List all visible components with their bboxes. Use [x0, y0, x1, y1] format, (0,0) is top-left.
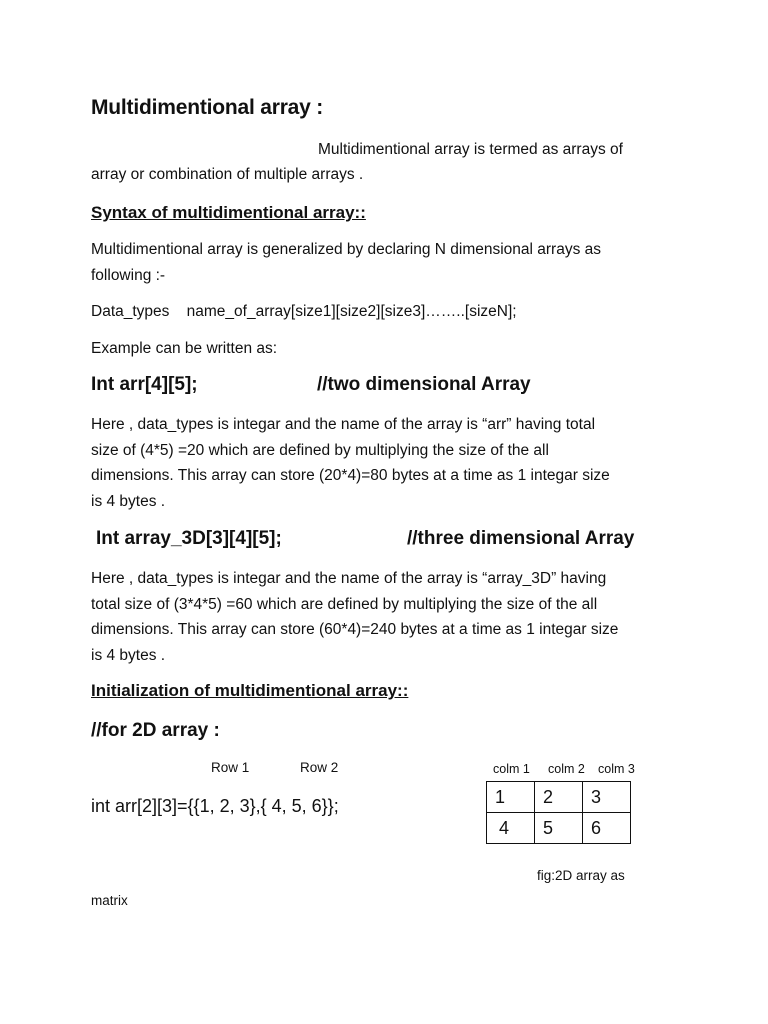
- example-2d-code: Int arr[4][5];: [91, 374, 198, 395]
- column-label-2: colm 2: [548, 762, 585, 776]
- matrix-cell: 6: [583, 813, 631, 844]
- column-label-3: colm 3: [598, 762, 635, 776]
- example-3d-line-2: total size of (3*4*5) =60 which are defined by multiplying the size of the all: [91, 596, 598, 613]
- row-label-1: Row 1: [211, 760, 250, 775]
- init-code: int arr[2][3]={{1, 2, 3},{ 4, 5, 6}};: [91, 796, 339, 816]
- example-3d-line-1: Here , data_types is integar and the name of the array is “array_3D” having: [91, 570, 607, 587]
- syntax-heading: Syntax of multidimentional array::: [91, 203, 366, 222]
- column-label-1: colm 1: [493, 762, 530, 776]
- matrix-cell: 1: [487, 782, 535, 813]
- matrix-cell: 2: [535, 782, 583, 813]
- matrix-table: [486, 781, 631, 844]
- syntax-text-line-2: following :-: [91, 267, 166, 284]
- syntax-text-line-1: Multidimentional array is generalized by declaring N dimensional arrays as: [91, 241, 602, 258]
- for-2d-heading: //for 2D array :: [91, 720, 220, 741]
- matrix-cell: 3: [583, 782, 631, 813]
- initialization-heading: Initialization of multidimentional array::: [91, 681, 409, 700]
- row-label-2: Row 2: [300, 760, 339, 775]
- example-2d-line-1: Here , data_types is integar and the name of the array is “arr” having total: [91, 416, 596, 433]
- intro-line-2: array or combination of multiple arrays .: [91, 166, 364, 183]
- matrix-cell: 4: [487, 813, 535, 844]
- example-2d-line-4: is 4 bytes .: [91, 493, 166, 510]
- figure-caption-line-1: fig:2D array as: [537, 868, 625, 883]
- example-2d-line-2: size of (4*5) =20 which are defined by multiplying the size of the all: [91, 442, 549, 459]
- example-3d-line-3: dimensions. This array can store (60*4)=240 bytes at a time as 1 integar size: [91, 621, 619, 638]
- matrix-cell: 5: [535, 813, 583, 844]
- figure-caption-line-2: matrix: [91, 893, 128, 908]
- syntax-declaration: Data_types name_of_array[size1][size2][size3]……..[sizeN];: [91, 303, 517, 320]
- example-2d-line-3: dimensions. This array can store (20*4)=80 bytes at a time as 1 integar size: [91, 467, 610, 484]
- intro-line-1: Multidimentional array is termed as arrays of: [318, 141, 623, 158]
- example-2d-comment: //two dimensional Array: [317, 374, 531, 395]
- example-3d-code: Int array_3D[3][4][5];: [96, 528, 282, 549]
- example-intro: Example can be written as:: [91, 340, 278, 357]
- matrix-row: [487, 782, 631, 813]
- example-3d-line-4: is 4 bytes .: [91, 647, 166, 664]
- example-3d-comment: //three dimensional Array: [407, 528, 635, 549]
- page-title: Multidimentional array :: [91, 96, 324, 119]
- matrix-row: [487, 813, 631, 844]
